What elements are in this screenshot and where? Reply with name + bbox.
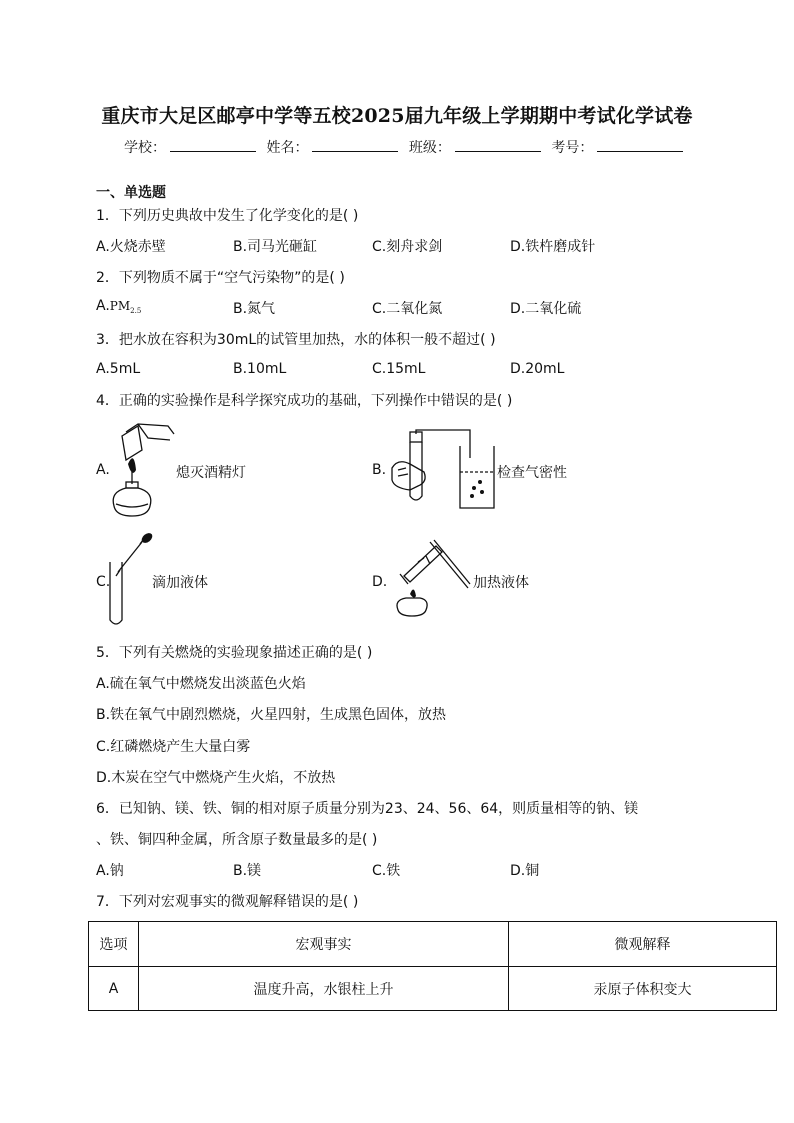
q6-option-a: A.钠: [96, 863, 124, 879]
info-name-label: 姓名：: [266, 140, 309, 156]
q4-option-d-letter: D.: [372, 574, 388, 590]
q2-option-d: D.二氧化硫: [510, 301, 582, 317]
q1-option-a: A.火烧赤壁: [96, 239, 166, 255]
info-class-label: 班级：: [408, 140, 451, 156]
q2-option-a-letter: A.: [96, 298, 110, 314]
header-option: 选项: [89, 922, 139, 967]
question-6-stem-line1: 6．已知钠、镁、铁、铜的相对原子质量分别为23、24、56、64，则质量相等的钠、镁: [96, 801, 639, 817]
school-blank: [170, 139, 256, 152]
q5-option-b: B.铁在氧气中剧烈燃烧，火星四射，生成黑色固体，放热: [96, 707, 447, 723]
question-2-stem: 2．下列物质不属于“空气污染物”的是( ): [96, 270, 345, 286]
heating-liquid-icon: [384, 536, 474, 620]
table-header-row: [89, 922, 777, 967]
q4-option-a-letter: A.: [96, 462, 110, 478]
q4-option-c-letter: C.: [96, 574, 111, 590]
question-6-stem-line2: 、铁、铜四种金属，所含原子数量最多的是( ): [96, 832, 378, 848]
alcohol-lamp-extinguish-icon: [108, 420, 178, 526]
question-5-stem: 5．下列有关燃烧的实验现象描述正确的是( ): [96, 645, 373, 661]
q4-option-d-caption: 加热液体: [473, 575, 529, 591]
q3-option-a: A.5mL: [96, 361, 141, 377]
dropper-test-tube-icon: [106, 532, 158, 628]
q3-option-c: C.15mL: [372, 361, 426, 377]
table-row: [89, 967, 777, 1011]
q6-option-c: C.铁: [372, 863, 401, 879]
header-macro-fact: 宏观事实: [139, 922, 509, 967]
q4-option-b-letter: B.: [372, 462, 387, 478]
row-a-fact: 温度升高，水银柱上升: [139, 967, 509, 1011]
id-blank: [597, 139, 683, 152]
q3-option-d: D.20mL: [510, 361, 565, 377]
q2-option-b: B.氮气: [233, 301, 276, 317]
q2-option-a: [96, 298, 141, 315]
class-blank: [455, 139, 541, 152]
page-title: 重庆市大足区邮亭中学等五校2025届九年级上学期期中考试化学试卷: [101, 105, 693, 127]
q5-option-a: A.硫在氧气中燃烧发出淡蓝色火焰: [96, 676, 306, 692]
q4-option-a-caption: 熄灭酒精灯: [176, 465, 246, 481]
q1-option-c: C.刻舟求剑: [372, 239, 443, 255]
question-7-stem: 7．下列对宏观事实的微观解释错误的是( ): [96, 894, 359, 910]
q6-option-d: D.铜: [510, 863, 540, 879]
student-info-line: [124, 137, 689, 157]
question-4-stem: 4．正确的实验操作是科学探究成功的基础，下列操作中错误的是( ): [96, 393, 513, 409]
info-id-label: 考号：: [551, 140, 594, 156]
q2-option-c: C.二氧化氮: [372, 301, 443, 317]
q5-option-d: D.木炭在空气中燃烧产生火焰，不放热: [96, 770, 336, 786]
header-micro-explanation: 微观解释: [509, 922, 777, 967]
info-school-label: 学校：: [124, 140, 166, 156]
row-a-explanation: 汞原子体积变大: [509, 967, 777, 1011]
name-blank: [312, 139, 398, 152]
q3-option-b: B.10mL: [233, 361, 287, 377]
question-3-stem: 3．把水放在容积为30mL的试管里加热，水的体积一般不超过( ): [96, 332, 496, 348]
section-heading: 一、单选题: [96, 185, 166, 201]
row-a-option: A: [89, 967, 139, 1011]
pm-symbol: PM: [109, 299, 131, 313]
q1-option-b: B.司马光砸缸: [233, 239, 318, 255]
question-1-stem: 1．下列历史典故中发生了化学变化的是( ): [96, 208, 359, 224]
pm-subscript: 2.5: [130, 307, 142, 315]
q7-table: [88, 921, 777, 1011]
q4-option-c-caption: 滴加液体: [152, 575, 208, 591]
airtightness-check-icon: [384, 428, 496, 512]
q5-option-c: C.红磷燃烧产生大量白雾: [96, 739, 251, 755]
q6-option-b: B.镁: [233, 863, 262, 879]
q4-option-b-caption: 检查气密性: [497, 465, 567, 481]
q1-option-d: D.铁杵磨成针: [510, 239, 596, 255]
